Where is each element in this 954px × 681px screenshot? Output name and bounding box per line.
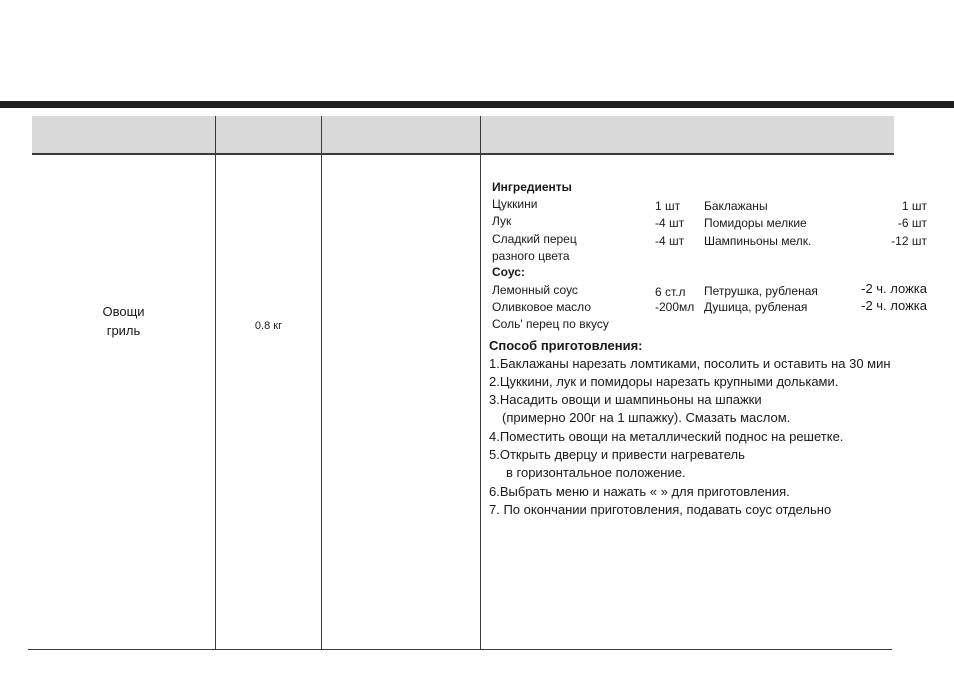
column-divider-1	[215, 116, 216, 649]
sauce-ingredient-name: Петрушка, рубленая	[704, 284, 818, 298]
sauce-ingredient-name: Лемонный соус	[492, 283, 578, 297]
dish-weight: 0.8 кг	[254, 320, 283, 332]
ingredient-qty: -6 шт	[897, 216, 927, 230]
method-step: 7. По окончании приготовления, подавать соус отдельно	[489, 502, 832, 517]
ingredient-name: Шампиньоны мелк.	[704, 234, 812, 248]
sauce-ingredient-name: Оливковое масло	[492, 300, 591, 314]
dish-name-line1: Овощи	[102, 304, 145, 319]
ingredients-heading: Ингредиенты	[492, 180, 572, 194]
sauce-ingredient-name: Соль' перец по вкусу	[492, 317, 609, 331]
table-bottom-rule	[28, 649, 892, 650]
sauce-ingredient-qty: -2 ч. ложка	[861, 281, 927, 296]
top-rule	[0, 101, 954, 108]
ingredient-name: разного цвета	[492, 249, 570, 263]
table-header-band	[32, 116, 894, 153]
ingredient-name: Баклажаны	[704, 199, 768, 213]
ingredient-qty: -4 шт	[655, 216, 685, 230]
sauce-ingredient-qty: -2 ч. ложка	[861, 298, 927, 313]
ingredient-qty: 1 шт	[901, 199, 927, 213]
ingredient-name: Сладкий перец	[492, 232, 577, 246]
ingredient-name: Помидоры мелкие	[704, 216, 807, 230]
column-divider-3	[480, 116, 481, 649]
table-header-divider	[32, 153, 894, 155]
ingredient-qty: -4 шт	[655, 234, 685, 248]
method-heading: Способ приготовления:	[489, 338, 643, 353]
method-step: 6.Выбрать меню и нажать « » для приготовления.	[489, 484, 790, 499]
dish-name	[32, 302, 215, 340]
method-step: (примерно 200г на 1 шпажку). Смазать маслом.	[502, 410, 791, 425]
ingredient-name: Лук	[492, 214, 512, 228]
ingredient-name: Цуккини	[492, 197, 538, 211]
method-step: 2.Цуккини, лук и помидоры нарезать крупными дольками.	[489, 374, 839, 389]
column-divider-2	[321, 116, 322, 649]
method-step: 4.Поместить овощи на металлический поднос на решетке.	[489, 429, 844, 444]
method-step: в горизонтальное положение.	[506, 465, 686, 480]
ingredient-qty: -12 шт	[891, 234, 927, 248]
dish-name-line2: гриль	[106, 323, 141, 338]
ingredient-qty: 1 шт	[655, 199, 681, 213]
sauce-ingredient-qty: 6 ст.л	[655, 285, 686, 299]
method-step: 5.Открыть дверцу и привести нагреватель	[489, 447, 745, 462]
sauce-ingredient-name: Душица, рубленая	[704, 300, 808, 314]
sauce-heading: Соус:	[492, 265, 525, 279]
method-step: 3.Насадить овощи и шампиньоны на шпажки	[489, 392, 762, 407]
method-step: 1.Баклажаны нарезать ломтиками, посолить и оставить на 30 мин	[489, 356, 891, 371]
sauce-ingredient-qty: -200мл	[655, 300, 695, 314]
